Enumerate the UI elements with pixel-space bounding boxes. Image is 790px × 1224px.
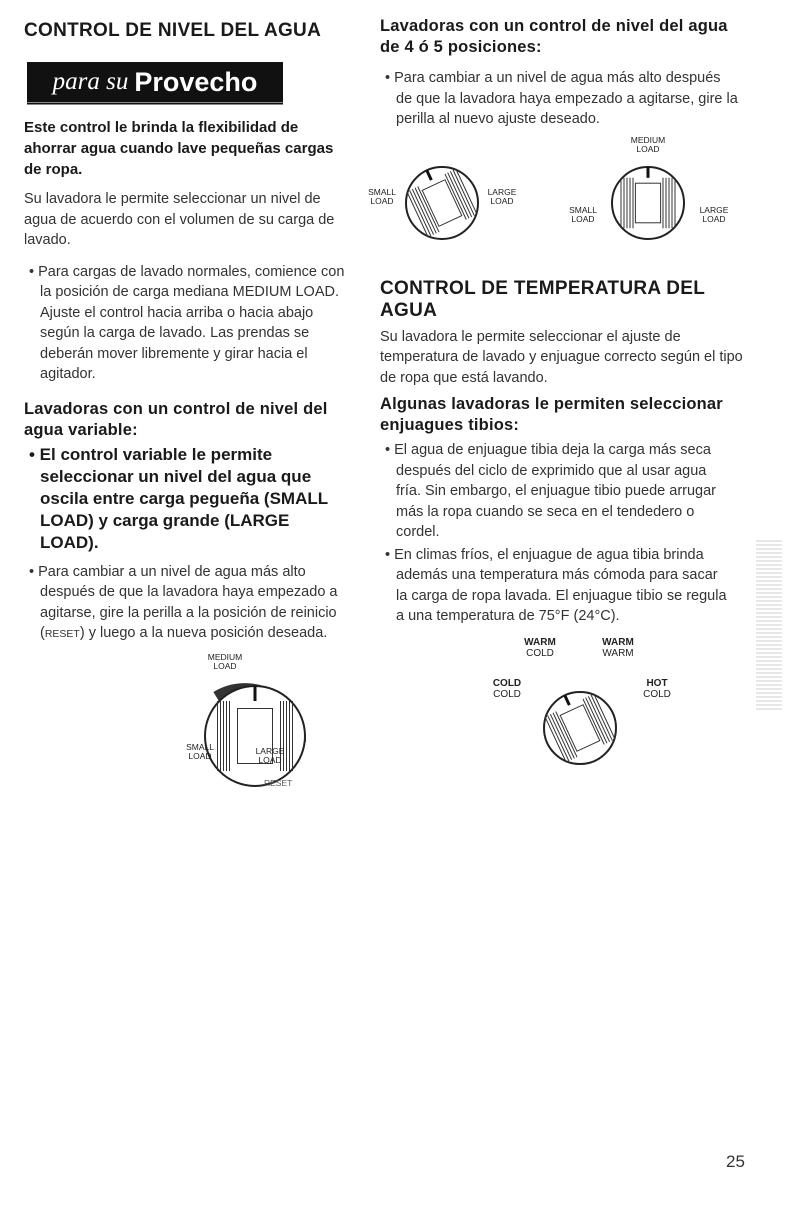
p1-rinse: COLD: [493, 688, 521, 700]
right-column: [368, 16, 752, 777]
p2-wash: WARM: [524, 636, 556, 648]
temperature-dial-figure: [380, 637, 752, 777]
p4-wash: HOT: [646, 677, 668, 689]
variable-water-level-dial: [190, 663, 320, 793]
bullet-reset-a: • Para cambiar a un nivel de agua más alto después de que la lavadora haya empezado a agitarse, gire la perilla a la posición de reinicio (: [29, 563, 338, 641]
dial-label-medium: MEDIUM LOAD: [207, 651, 243, 671]
section-title-water-level: CONTROL DE NIVEL DEL AGUA: [24, 20, 322, 41]
p3-wash: WARM: [602, 636, 634, 648]
bullet-change-level: • Para cambiar a un nivel de agua más alto después de que la lavadora haya empezado a agitarse, gire la perilla al nuevo ajuste deseado.: [385, 70, 738, 127]
dial5-label-large: LARGE LOAD: [699, 204, 729, 224]
temp-label-warm-cold: [520, 637, 560, 659]
intro-bold: Este control le brinda la flexibilidad de ahorrar agua cuando lave pequeñas cargas de ropa.: [24, 119, 334, 178]
p1-wash: COLD: [492, 677, 522, 689]
dial5-label-medium: MEDIUM LOAD: [630, 134, 666, 154]
intro-text: Su lavadora le permite seleccionar un nivel de agua de acuerdo con el volumen de su carga de lavado.: [24, 191, 335, 248]
side-watermark: [756, 540, 782, 710]
bullet-cold-climates: • En climas fríos, el enjuague de agua tibia brinda además una temperatura más cómoda para sacar la carga de ropa lavada. El enjuague tibio se regula a una temperatura de 75°F (24°C).: [385, 546, 727, 624]
heading-warm-rinses: Algunas lavadoras le permiten seleccionar enjuagues tibios:: [380, 395, 723, 434]
dial4-label-small: SMALL LOAD: [368, 186, 396, 206]
temp-label-cold-cold: [490, 678, 524, 700]
p3-rinse: WARM: [602, 647, 634, 659]
dial-mark: [612, 167, 684, 239]
heading-variable-control: Lavadoras con un control de nivel del agua variable:: [24, 399, 328, 439]
temp-label-warm-warm: [598, 637, 638, 659]
dial5-label-small: SMALL LOAD: [569, 204, 597, 224]
bullet-reset-sc: RESET: [44, 628, 80, 640]
bullet-variable-range: • El control variable le permite seleccionar un nivel del agua que oscila entre carga pegueña (SMALL LOAD) y carga grande (LARGE LOAD).: [29, 444, 328, 552]
dial4-label-large: LARGE LOAD: [487, 186, 517, 206]
para-su-provecho-banner: [27, 62, 283, 105]
bullet-reset: [24, 562, 348, 645]
bullet-warm-rinse-drier: • El agua de enjuague tibia deja la carga más seca después del ciclo de exprimido que al usar agua fría. Sin embargo, el enjuague tibio puede arrugar más la ropa cuando se seca en el tendedero o cordel.: [385, 442, 717, 540]
four-position-dial: [400, 161, 484, 245]
dial-label-small: SMALL LOAD: [186, 741, 214, 761]
page-number: 25: [726, 1152, 745, 1171]
p4-rinse: COLD: [643, 688, 671, 700]
banner-italic: para su: [52, 68, 129, 95]
dial-mark: [406, 167, 478, 239]
section-title-temperature: CONTROL DE TEMPERATURA DEL AGUA: [380, 277, 705, 321]
p2-rinse: COLD: [526, 647, 554, 659]
temp-label-hot-cold: [640, 678, 674, 700]
left-column: [24, 20, 348, 798]
five-position-dial: [606, 161, 690, 245]
temperature-dial: [538, 686, 622, 770]
heading-4-5-positions: Lavadoras con un control de nivel del agua de 4 ó 5 posiciones:: [380, 17, 728, 56]
dial-mark: [544, 692, 616, 764]
bullet-reset-b: ) y luego a la nueva posición deseada.: [79, 625, 328, 641]
level-dials-figure: [368, 134, 752, 256]
dial-label-large: LARGE LOAD: [255, 745, 285, 765]
dial-label-reset: RESET: [264, 777, 293, 788]
bullet-normal-loads: • Para cargas de lavado normales, comience con la posición de carga mediana MEDIUM LOAD. Ajuste el control hacia arriba o hacia abajo según la carga de lavado. Las prendas se deberán mover libremente y girar hacia el agitador.: [29, 263, 345, 382]
variable-dial-figure: [24, 653, 348, 798]
temperature-intro: Su lavadora le permite seleccionar el ajuste de temperatura de lavado y enjuague correcto según el tipo de ropa que está lavando.: [380, 328, 743, 386]
banner-bold: Provecho: [134, 66, 258, 97]
